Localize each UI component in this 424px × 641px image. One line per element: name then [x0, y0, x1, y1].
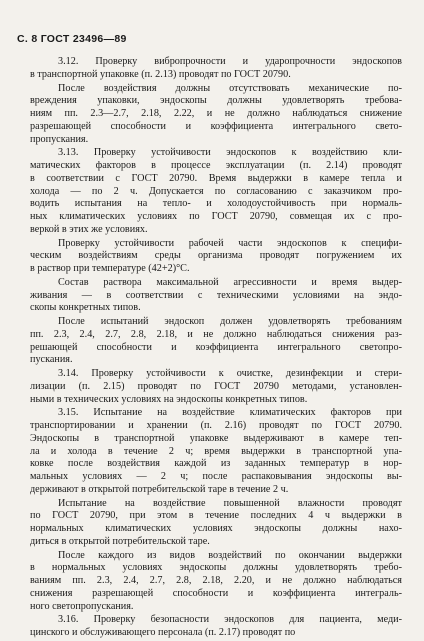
text-line: ными в технических условиях на эндоскопы конкретных типов.	[30, 393, 308, 405]
text-line: нормальных климатических условиях эндоскопы должны нахо-	[30, 523, 402, 534]
text-line: После испытаний эндоскоп должен удовлетворять требованиям	[58, 316, 402, 327]
text-line: 3.12. Проверку вибропрочности и ударопрочности эндоскопов	[58, 56, 402, 67]
text-line: веркой в этих же условиях.	[30, 223, 148, 235]
text-line: После воздействия должны отсутствовать механические по-	[58, 82, 402, 94]
text-line: ковке после воздействия каждой из заданных температур в нор-	[30, 458, 402, 470]
text-line: пускания.	[30, 354, 73, 366]
text-line: ческим воздействиям среды организма проводят погружением их	[30, 250, 402, 262]
text-line: ла и холода в течение 2 ч; время выдержки в транспортной упа-	[30, 445, 402, 457]
text-line: транспортировании и хранении (п. 2.16) проводят по ГОСТ 20790.	[30, 420, 402, 431]
standard-designation: ГОСТ 23496—89	[40, 33, 127, 45]
text-line: держивают в открытой потребительской таре в течение 2 ч.	[30, 483, 289, 495]
paragraph	[30, 147, 402, 236]
text-line: пропускания.	[30, 133, 89, 145]
page-number: С. 8	[17, 33, 38, 45]
text-line: снижения разрешающей способности и коэффициента интеграль-	[30, 587, 402, 599]
paragraph	[30, 238, 402, 276]
text-line: в соответствии с ГОСТ 20790. Время выдержки в камере тепла и	[30, 172, 402, 184]
paragraph	[30, 83, 402, 147]
text-line: разрешающей способности и коэффициента интегрального свето-	[30, 120, 402, 132]
paragraph	[30, 407, 402, 496]
text-line: Эндоскопы в транспортной упаковке выдерживают в камере теп-	[30, 432, 402, 444]
text-line: ниям пп. 2.3—2.7, 2.18, 2.22, и не должно наблюдаться снижение	[30, 108, 402, 119]
text-line: 3.15. Испытание на воздействие климатических факторов при	[58, 407, 402, 419]
text-line: 3.13. Проверку устойчивости эндоскопов к воздействию кли-	[58, 147, 402, 159]
text-line: решающей способности и коэффициента интегрального светопро-	[30, 341, 402, 353]
paragraph	[30, 368, 402, 406]
paragraph	[30, 316, 402, 367]
text-line: 3.16. Проверку безопасности эндоскопов для пациента, меди-	[58, 614, 402, 626]
paragraph	[30, 277, 402, 315]
paragraph	[30, 550, 402, 614]
text-line: диться в открытой потребительской таре.	[30, 535, 210, 547]
text-line: ваниям пп. 2.3, 2.4, 2.7, 2.8, 2.18, 2.20, и не должно наблюдаться	[30, 575, 402, 586]
paragraph	[30, 498, 402, 549]
text-line: цинского и обслуживающего персонала (п. 2.17) проводят по	[30, 627, 296, 638]
text-line: живания — в соответствии с техническими условиями на эндо-	[30, 289, 402, 301]
text-line: в транспортной упаковке (п. 2.13) проводят по ГОСТ 20790.	[30, 68, 291, 80]
text-line: пп. 2.3, 2.4, 2.7, 2.8, 2.18, и не должно наблюдаться снижения раз-	[30, 328, 402, 340]
text-line: в нормальных условиях эндоскопы должны удовлетворять требо-	[30, 562, 402, 574]
text-line: в раствор при температуре (42+2)°С.	[30, 263, 190, 274]
text-line: ных климатических условиях по ГОСТ 20790, совмещая их с про-	[30, 211, 402, 222]
text-line: мальных условиях — 2 ч; после распаковывания эндоскопы вы-	[30, 471, 402, 482]
text-line: 3.14. Проверку устойчивости к очистке, дезинфекции и стери-	[58, 368, 402, 379]
text-line: Испытание на воздействие повышенной влажности проводят	[58, 497, 402, 509]
paragraph	[30, 56, 402, 82]
text-line: После каждого из видов воздействий по окончании выдержки	[58, 549, 402, 561]
page-header	[17, 33, 127, 45]
text-line: Состав раствора максимальной агрессивности и время выдер-	[58, 276, 402, 288]
text-line: по ГОСТ 20790, при этом в течение последних 4 ч выдержки в	[30, 510, 402, 522]
text-line: ного светопропускания.	[30, 600, 134, 612]
text-line: водить испытания на тепло- и холодоустойчивость при нормаль-	[30, 198, 402, 210]
text-line: Проверку устойчивости рабочей части эндоскопов к специфи-	[58, 237, 402, 249]
text-line: матических факторов в процессе эксплуатации (п. 2.14) проводят	[30, 160, 402, 171]
text-line: вреждения упаковки, эндоскопы должны удовлетворять требова-	[30, 95, 402, 107]
text-line: холода — по 2 ч. Допускается по согласованию с заказчиком про-	[30, 185, 402, 197]
document-body	[30, 56, 402, 641]
text-line: скопы конкретных типов.	[30, 302, 141, 314]
paragraph	[30, 614, 402, 640]
text-line: лизации (п. 2.15) проводят по ГОСТ 20790 методами, установлен-	[30, 380, 402, 392]
